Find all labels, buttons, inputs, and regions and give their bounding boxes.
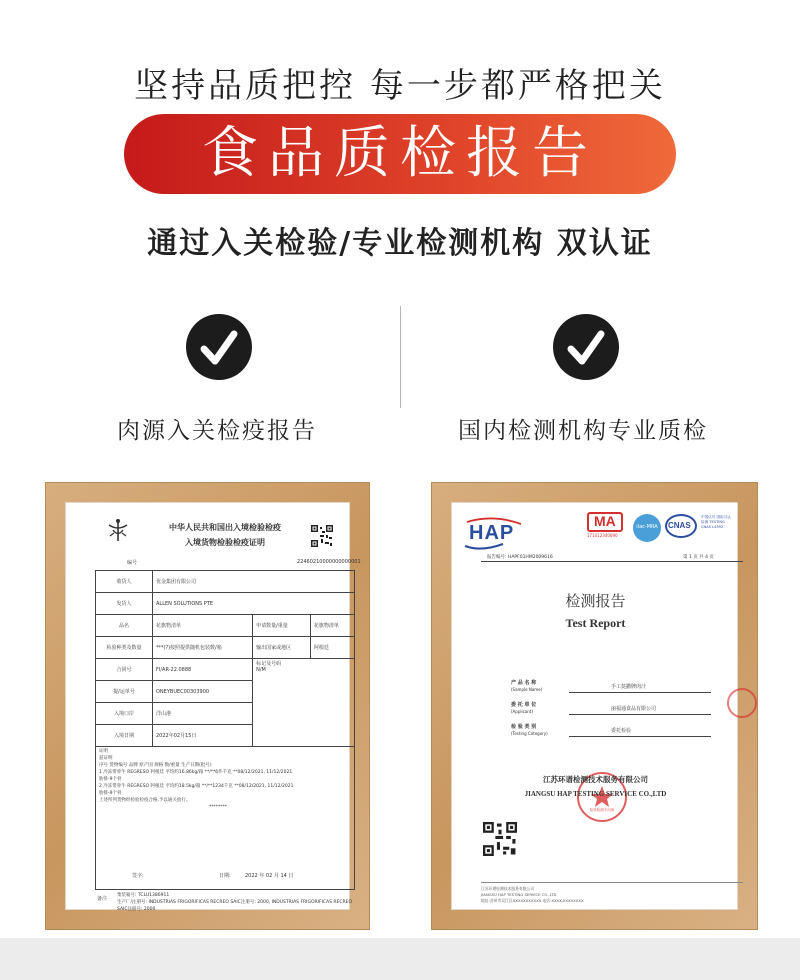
footer-rule bbox=[481, 882, 743, 883]
feature-label-testing: 国内检测机构专业质检 bbox=[458, 418, 708, 444]
row-value: ALLEN SOLUTIONS PTE bbox=[153, 593, 355, 615]
quarantine-certificate-frame bbox=[45, 482, 370, 930]
report-title-cn: 检测报告 bbox=[565, 592, 626, 610]
footer-line: 江苏环谱检测技术服务有限公司 bbox=[481, 886, 535, 891]
number-label: 编号 bbox=[127, 560, 138, 566]
certificate-number: 22460210000000000001 bbox=[297, 559, 361, 565]
row-label: 品名 bbox=[96, 615, 153, 637]
field-label: 委 托 单 位 bbox=[511, 702, 537, 708]
footer-rule bbox=[95, 889, 355, 890]
field-rule bbox=[569, 736, 711, 737]
row-label: 检验种类及数量 bbox=[96, 637, 153, 659]
row-label: 标记及号码 bbox=[256, 661, 282, 667]
bottom-band bbox=[0, 938, 800, 980]
field-value: 委托检验 bbox=[611, 728, 632, 734]
footer-line: SAIC注册号: 2000 bbox=[117, 907, 156, 912]
field-label: 检 验 类 别 bbox=[511, 724, 537, 730]
row-value: ***(?)按照提供随机包装数/箱 bbox=[153, 637, 253, 659]
field-label: 产 品 名 称 bbox=[511, 680, 537, 686]
tagline: 坚持品质把控 每一步都严格把关 bbox=[134, 66, 666, 106]
field-rule bbox=[569, 692, 711, 693]
row-label: 发货人 bbox=[96, 593, 153, 615]
row-value: 2022年02月15日 bbox=[153, 725, 253, 747]
field-label-en: (Testing Category) bbox=[511, 731, 548, 736]
remarks-line: 肋排-9个骨 bbox=[99, 777, 122, 782]
remarks-line: 上述所列货物经检验检疫合格,予以通关放行。 bbox=[99, 798, 191, 803]
row-label: 申请数量/重量 bbox=[253, 615, 311, 637]
divider bbox=[400, 306, 401, 408]
checkmark-icon bbox=[186, 314, 252, 380]
footer-line: JIANGSU HAP TESTING SERVICE CO.,LTD bbox=[481, 892, 557, 897]
field-value: 手工挞撒牌肉汁 bbox=[611, 684, 647, 690]
certificate-subtitle: 入境货物检验检疫证明 bbox=[185, 538, 265, 547]
row-label: 入境日期 bbox=[96, 725, 153, 747]
cma-logo bbox=[587, 512, 627, 540]
row-value: 花旗物清单 bbox=[153, 615, 253, 637]
certificate-title: 中华人民共和国出入境检验检疫 bbox=[169, 523, 281, 532]
row-value: 花旗物清单 bbox=[310, 615, 354, 637]
test-report-frame bbox=[431, 482, 758, 930]
company-name-cn: 江苏环谱检测技术服务有限公司 bbox=[543, 775, 648, 784]
field-rule bbox=[569, 714, 711, 715]
ilac-mra-logo bbox=[633, 514, 661, 542]
row-label: 入境口岸 bbox=[96, 703, 153, 725]
stamp-text: 检验检测专用章 bbox=[589, 808, 615, 812]
row-value: 优金集团有限公司 bbox=[153, 571, 355, 593]
qr-code bbox=[311, 525, 333, 547]
ilac-logo-text: ilac-MRA bbox=[636, 524, 658, 530]
row-value: N/M bbox=[256, 667, 266, 673]
row-value: 洋山港 bbox=[153, 703, 253, 725]
qr-code bbox=[483, 822, 517, 856]
report-title-en: Test Report bbox=[565, 616, 626, 630]
header-rule bbox=[481, 561, 743, 562]
footer-line: 集装箱号: TCLU1386911 bbox=[117, 893, 170, 898]
row-label: 提/运单号 bbox=[96, 681, 153, 703]
cnas-logo bbox=[665, 514, 699, 542]
row-label: 收货人 bbox=[96, 571, 153, 593]
remarks-label: 证明 bbox=[99, 749, 108, 754]
report-banner bbox=[124, 114, 676, 194]
cma-number: 171012340090 bbox=[587, 533, 618, 538]
cnas-caption: 中国认可 国际互认 检测 TESTING CNAS L4392 bbox=[701, 515, 731, 529]
page-info: 第 1 页 共 4 页 bbox=[683, 555, 714, 560]
field-label-en: (Applicant) bbox=[511, 709, 533, 714]
remarks-line: 1 冷冻带骨牛 REGRESO 阿根廷 平均约16.86kg/箱 **/**6件千克 **08/12/2021, 11/12/2021 bbox=[99, 770, 293, 775]
hap-logo-text: HAP bbox=[469, 522, 515, 544]
remarks-line: ******** bbox=[209, 805, 227, 810]
checkmark-icon bbox=[553, 314, 619, 380]
banner-title: 食品质检报告 bbox=[202, 121, 598, 186]
date-label: 日期: bbox=[219, 873, 231, 879]
footer-label: 备注 bbox=[97, 896, 108, 902]
row-value: ONEYBUEC00303900 bbox=[153, 681, 253, 703]
test-report bbox=[451, 502, 738, 910]
inspection-emblem-icon bbox=[105, 517, 131, 543]
row-label: 输出国家或地区 bbox=[253, 637, 311, 659]
report-number: 报告编号: HAPF01HM2009616 bbox=[487, 555, 553, 560]
remarks-line: 2 冷冻带骨牛 REGRESO 阿根廷 平均约18.5kg/箱 **/**1234千克 **08/12/2021, 11/12/2021 bbox=[99, 784, 294, 789]
hap-logo bbox=[463, 516, 525, 552]
date-value: 2022 年 02 月 14 日 bbox=[245, 873, 294, 879]
cnas-logo-text: CNAS bbox=[668, 521, 691, 530]
signer-label: 签字: bbox=[132, 873, 144, 879]
certificate-form bbox=[95, 570, 355, 890]
remarks-line: 肋排-9个骨 bbox=[99, 791, 122, 796]
company-name-en: JIANGSU HAP TESTING SERVICE CO.,LTD bbox=[524, 790, 667, 798]
cma-logo-text: MA bbox=[594, 513, 616, 529]
row-label: 合同号 bbox=[96, 659, 153, 681]
row-value: 阿根廷 bbox=[310, 637, 354, 659]
edge-seal-icon bbox=[727, 688, 757, 718]
remarks-line: 兹证明 bbox=[99, 756, 113, 761]
feature-label-quarantine: 肉源入关检疫报告 bbox=[117, 418, 317, 444]
row-value: FI/AR-22.0888 bbox=[153, 659, 253, 681]
field-value: 丽福通食品有限公司 bbox=[611, 706, 657, 712]
remarks-line: 序号 货物编号 品牌 原产国 规格 数/重量 生产日期(批号) bbox=[99, 763, 212, 768]
footer-line: 生产厂/注册号: INDUSTRIAS FRIGORIFICAS RECREO SAIC注册号: 2000, INDUSTRIAS FRIGORIFICAS RECREO bbox=[117, 900, 353, 905]
footer-line: 地址:苏州市吴江区XXXXXXXXXXX 电话:XXXX-XXXXXXXX bbox=[481, 898, 584, 903]
field-label-en: (Sample Name) bbox=[511, 687, 543, 692]
certification-subline: 通过入关检验/专业检测机构 双认证 bbox=[147, 226, 653, 261]
quarantine-certificate bbox=[65, 502, 361, 912]
